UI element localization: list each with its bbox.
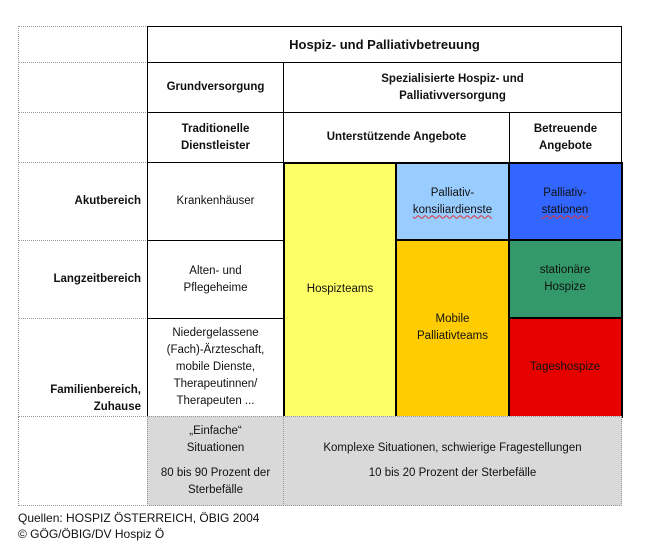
- niedergelassene-line4: Therapeutinnen/: [173, 378, 258, 390]
- spezialisierte-label-line1: Spezialisierte Hospiz- und: [381, 72, 524, 85]
- unterstuetzende-angebote-header: [283, 112, 510, 163]
- stationaere-hospize-block: [509, 240, 621, 318]
- row-label-langzeitbereich: [18, 240, 148, 319]
- mobile-palliativteams-block: [396, 240, 509, 416]
- tageshospize-block: [509, 318, 621, 416]
- niedergelassene-line3: mobile Dienste,: [175, 361, 256, 373]
- divider-mobile-stationen: [508, 162, 510, 418]
- diagram-title: [147, 26, 622, 63]
- tageshospize-text: Tageshospize: [529, 360, 601, 373]
- familienbereich-text-line1: Familienbereich,: [50, 384, 141, 396]
- einfache-text-line2: Situationen: [186, 442, 245, 454]
- grundversorgung-label: Grundversorgung: [166, 81, 265, 93]
- niedergelassene-line2: (Fach)-Ärzteschaft,: [166, 344, 265, 356]
- betreuende-label-line1: Betreuende: [533, 122, 598, 135]
- empty-corner-cell-3: [18, 112, 148, 163]
- copyright-note: © GÖG/ÖBIG/DV Hospiz Ö: [18, 527, 165, 541]
- empty-corner-cell-2: [18, 62, 148, 113]
- traditionelle-label-line2: Dienstleister: [180, 139, 251, 152]
- langzeitbereich-text: Langzeitbereich: [53, 273, 141, 285]
- komplex-text: Komplexe Situationen, schwierige Fragestellungen: [323, 442, 582, 454]
- divider-konsil-mobile: [396, 239, 509, 241]
- palliativstationen-block: [509, 163, 621, 240]
- pct-complex-text: 10 bis 20 Prozent der Sterbefälle: [368, 467, 537, 479]
- konsil-text-line2: konsiliardienste: [412, 203, 493, 216]
- palliativkonsiliardienste-block: [396, 163, 509, 240]
- mobile-text-line1: Mobile: [435, 313, 470, 325]
- mobile-text-line2: Palliativteams: [417, 330, 488, 342]
- pct-simple-line1: 80 bis 90 Prozent der: [160, 467, 271, 479]
- niedergelassene-line1: Niedergelassene: [172, 327, 259, 339]
- einfache-text-line1: „Einfache“: [189, 425, 242, 437]
- divider-hospiz-konsil: [395, 162, 397, 418]
- empty-corner-cell-1: [18, 26, 148, 63]
- spezialisierte-label-line2: Palliativversorgung: [399, 89, 506, 102]
- betreuende-label-line2: Angebote: [538, 139, 593, 152]
- akutbereich-text: Akutbereich: [74, 195, 141, 207]
- familienbereich-text-line2: Zuhause: [93, 401, 141, 413]
- grundversorgung-header: [147, 62, 284, 113]
- niedergelassene-line5: Therapeuten ...: [176, 395, 255, 407]
- traditionelle-label-line1: Traditionelle: [181, 122, 250, 135]
- stat-hospize-text-line2: Hospize: [544, 281, 586, 293]
- komplexe-situationen-cell: [283, 416, 622, 506]
- konsil-text-line1: Palliativ-: [430, 186, 475, 199]
- divider-stationen-hospize: [509, 239, 622, 241]
- niedergelassene-cell: [147, 318, 284, 417]
- krankenhaeuser-text: Krankenhäuser: [176, 195, 255, 207]
- betreuende-angebote-header: [509, 112, 622, 163]
- einfache-situationen-cell: [147, 416, 284, 506]
- row-label-familienbereich: [18, 318, 148, 417]
- stationen-text-line2: stationen: [541, 203, 589, 216]
- altenheime-text-line1: Alten- und: [189, 264, 242, 277]
- divider-hospize-tageshospize: [509, 317, 622, 319]
- altenheime-text-line2: Pflegeheime: [183, 281, 248, 294]
- hospizteams-block: [284, 163, 396, 416]
- empty-bottom-left-cell: [18, 416, 148, 506]
- stat-hospize-text-line1: stationäre: [539, 264, 591, 276]
- hospizteams-text: Hospizteams: [306, 283, 374, 295]
- krankenhaeuser-cell: [147, 162, 284, 241]
- row-label-akutbereich: [18, 162, 148, 241]
- spezialisierte-versorgung-header: [283, 62, 622, 113]
- traditionelle-dienstleister-header: [147, 112, 284, 163]
- stationen-text-line1: Palliativ-: [543, 186, 587, 199]
- pct-simple-line2: Sterbefälle: [188, 484, 243, 496]
- unterstuetzende-label: Unterstützende Angebote: [326, 131, 467, 143]
- altenheime-cell: [147, 240, 284, 319]
- diagram-title-text: Hospiz- und Palliativbetreuung: [289, 37, 480, 52]
- sources-note: Quellen: HOSPIZ ÖSTERREICH, ÖBIG 2004: [18, 511, 260, 525]
